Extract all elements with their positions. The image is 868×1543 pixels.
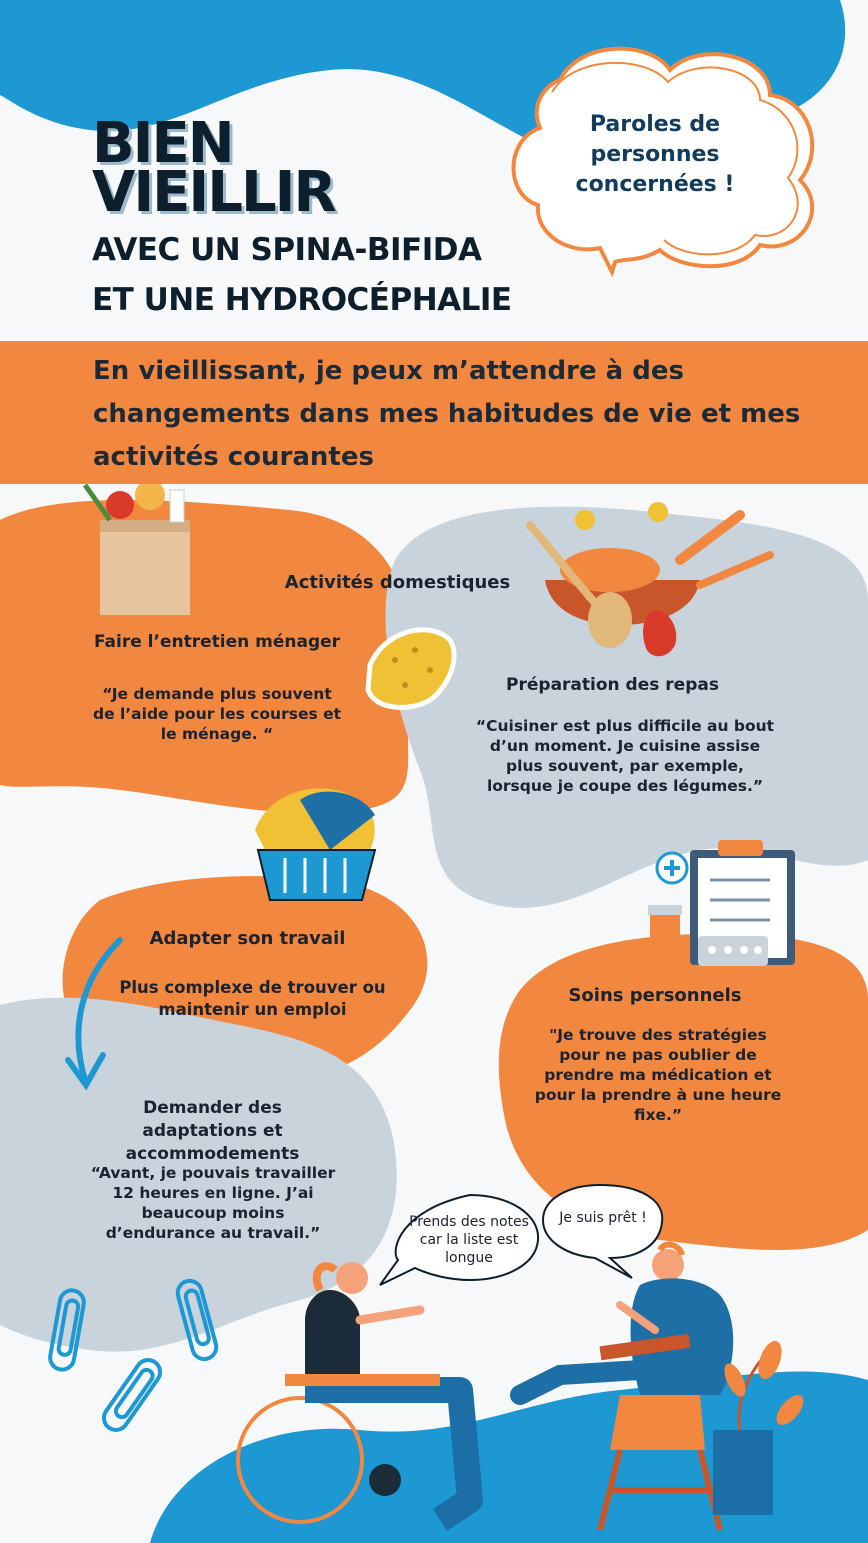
work-sub: Plus complexe de trouver ou maintenir un emploi	[119, 978, 386, 1019]
domestic-quote: “Je demande plus souvent de l’aide pour les courses et le ménage. “	[92, 685, 342, 743]
domestic-sub: Faire l’entretien ménager	[93, 632, 341, 652]
domestic-heading: Activités domestiques	[284, 572, 511, 593]
work-quote: “Avant, je pouvais travailler 12 heures en ligne. J’ai beaucoup moins d’endurance au travail.”	[90, 1164, 336, 1242]
orange-blob-domestic	[0, 500, 412, 813]
care-heading: Soins personnels	[568, 985, 742, 1006]
bubble-right-text: Je suis prêt !	[559, 1210, 647, 1226]
intro-banner-text: En vieillissant, je peux m’attendre à des changements dans mes habitudes de vie et mes activités courantes	[93, 356, 801, 472]
title-line-1: BIEN	[92, 111, 233, 176]
work-heading-2: Demander des adaptations et accommodements	[125, 1098, 300, 1164]
care-quote: "Je trouve des stratégies pour ne pas oublier de prendre ma médication et pour la prendre à une heure fixe.”	[534, 1026, 782, 1124]
title-line-4: ET UNE HYDROCÉPHALIE	[92, 282, 512, 318]
grocery-bag-icon	[85, 480, 190, 615]
meals-heading: Préparation des repas	[506, 675, 719, 695]
title-line-3: AVEC UN SPINA-BIFIDA	[92, 232, 482, 268]
speech-bubble-right	[543, 1185, 662, 1278]
title-line-2: VIEILLIR	[92, 160, 335, 225]
bubble-left-text: Prends des notes car la liste est longue	[409, 1214, 529, 1266]
laundry-basket-icon	[255, 788, 375, 900]
cloud-text: Paroles de personnes concernées !	[575, 112, 735, 197]
medication-clipboard-icon	[648, 840, 795, 968]
work-heading: Adapter son travail	[149, 928, 346, 949]
meals-quote: “Cuisiner est plus difficile au bout d’un moment. Je cuisine assise plus souvent, par exemple, lorsque je coupe des légumes.”	[475, 717, 775, 795]
